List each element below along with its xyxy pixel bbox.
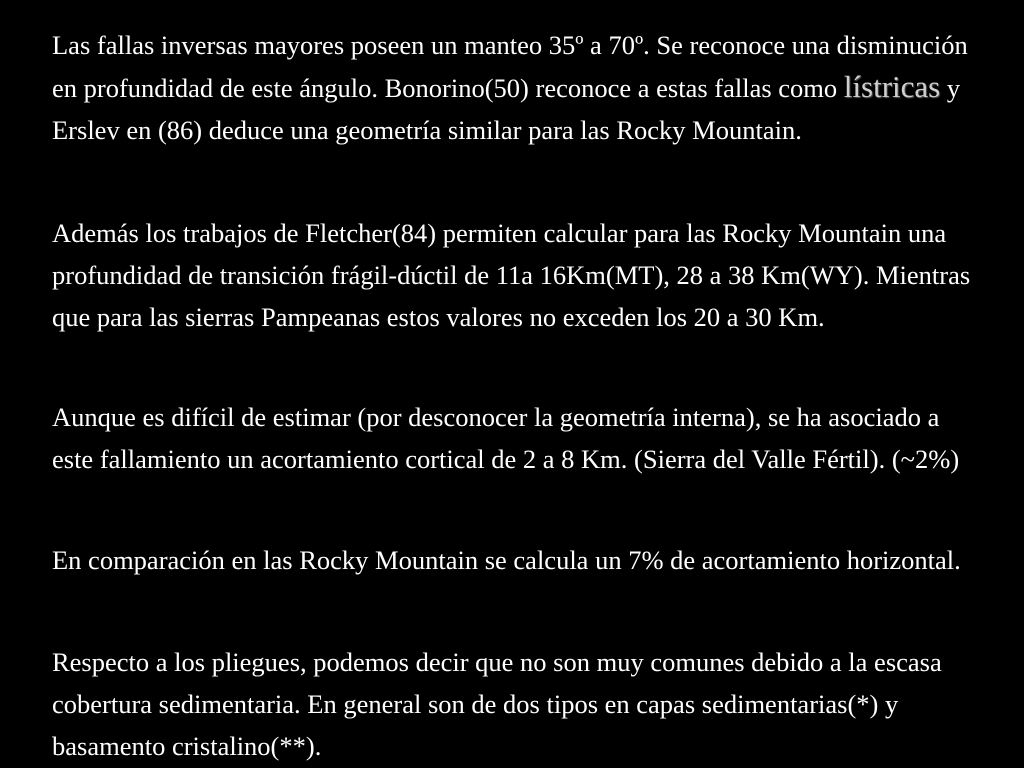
paragraph-1-after: y Erslev en (86) deduce una geometría similar para las Rocky Mountain. xyxy=(52,73,961,145)
paragraph-rocky-mountain-comparacion: En comparación en las Rocky Mountain se calcula un 7% de acortamiento horizontal. xyxy=(52,545,961,575)
emphasized-term-listricas: lístricas xyxy=(843,69,941,104)
paragraph-acortamiento-cortical: Aunque es difícil de estimar (por desconocer la geometría interna), se ha asociado a este fallamiento un acortamiento cortical de 2 a 8 Km. (Sierra del Valle Fértil). (~2%) xyxy=(52,402,960,474)
paragraph-fletcher: Además los trabajos de Fletcher(84) permiten calcular para las Rocky Mountain una profundidad de transición frágil-dúctil de 11a 16Km(MT), 28 a 38 Km(WY). Mientras que para las sierras Pampeanas estos valores no exceden los 20 a 30 Km. xyxy=(52,218,971,332)
paragraph-fallas-inversas xyxy=(52,24,982,151)
paragraph-1-before: Las fallas inversas mayores poseen un manteo 35º a 70º. Se reconoce una disminución en profundidad de este ángulo. Bonorino(50) reconoce a estas fallas como xyxy=(52,30,968,103)
paragraph-pliegues: Respecto a los pliegues, podemos decir que no son muy comunes debido a la escasa cobertura sedimentaria. En general son de dos tipos en capas sedimentarias(*) y basamento cristalino(**). xyxy=(52,647,942,761)
